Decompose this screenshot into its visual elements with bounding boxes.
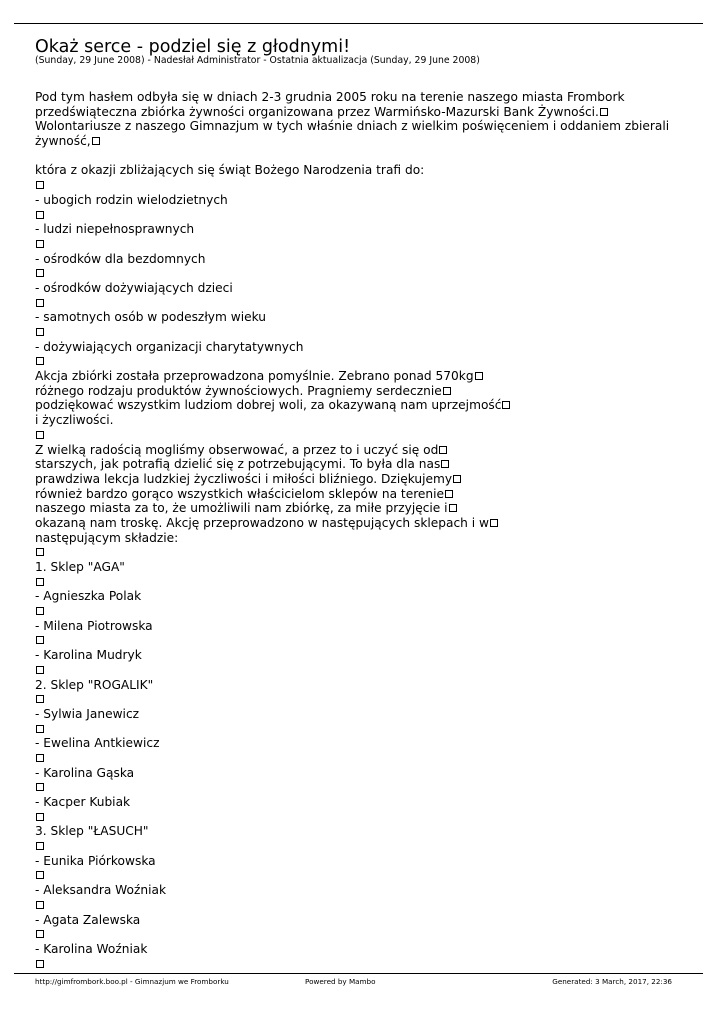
- article-line: [35, 105, 695, 120]
- article-line-text: - Eunika Piórkowska: [35, 853, 156, 868]
- missing-glyph-box-icon: [475, 372, 483, 380]
- missing-glyph-box-icon: [36, 930, 44, 938]
- article-line: [35, 90, 695, 105]
- missing-glyph-box-icon: [36, 328, 44, 336]
- missing-glyph-box-icon: [36, 299, 44, 307]
- article-line: [35, 384, 695, 399]
- article-line-text: - Kacper Kubiak: [35, 795, 131, 809]
- article-line: [35, 178, 695, 193]
- article-line: [35, 692, 695, 707]
- article-line: [35, 751, 695, 766]
- article-line: [35, 560, 695, 575]
- article-line-text: - Agata Zalewska: [35, 912, 141, 927]
- article-line: [35, 736, 695, 751]
- article-line: [35, 134, 695, 149]
- article-line: [35, 839, 695, 854]
- missing-glyph-box-icon: [443, 387, 451, 395]
- missing-glyph-box-icon: [36, 607, 44, 615]
- article-line: [35, 957, 695, 972]
- article-line: [35, 795, 695, 810]
- article-line-text: prawdziwa lekcja ludzkiej życzliwości i miłości bliźniego. Dziękujemy: [35, 471, 453, 486]
- article-line: [35, 810, 695, 825]
- article-line-text: okazaną nam troskę. Akcję przeprowadzono w następujących sklepach i w: [35, 515, 489, 530]
- article-line-text: żywność,: [35, 134, 91, 149]
- article-line: [35, 501, 695, 516]
- article-line: [35, 487, 695, 502]
- article-line-text: i życzliwości.: [35, 413, 114, 428]
- article-line-text: starszych, jak potrafią dzielić się z potrzebującymi. To była dla nas: [35, 457, 441, 472]
- article-line: [35, 428, 695, 443]
- missing-glyph-box-icon: [36, 783, 44, 791]
- missing-glyph-box-icon: [36, 548, 44, 556]
- article-line: [35, 222, 695, 237]
- article-line-text: - Milena Piotrowska: [35, 618, 153, 633]
- article-line: [35, 369, 695, 384]
- missing-glyph-box-icon: [36, 666, 44, 674]
- article-line: [35, 633, 695, 648]
- article-line-text: następującym składzie:: [35, 530, 179, 545]
- article-line-text: naszego miasta za to, że umożliwili nam zbiórkę, za miłe przyjęcie i: [35, 501, 448, 516]
- missing-glyph-box-icon: [441, 460, 449, 468]
- article-line: [35, 310, 695, 325]
- article-line: [35, 237, 695, 252]
- article-body: [35, 90, 695, 971]
- article-line: [35, 443, 695, 458]
- missing-glyph-box-icon: [36, 813, 44, 821]
- article-line: [35, 604, 695, 619]
- bottom-rule: [14, 973, 703, 974]
- article-line: [35, 531, 695, 546]
- article-line: [35, 398, 695, 413]
- article-line: [35, 678, 695, 693]
- article-line: [35, 780, 695, 795]
- missing-glyph-box-icon: [36, 842, 44, 850]
- missing-glyph-box-icon: [490, 519, 498, 527]
- article-line-text: różnego rodzaju produktów żywnościowych. Pragniemy serdecznie: [35, 383, 442, 398]
- footer-site-link[interactable]: http://gimfrombork.boo.pl - Gimnazjum we Fromborku: [35, 977, 229, 986]
- article-line: [35, 325, 695, 340]
- article-line: [35, 722, 695, 737]
- article-line-text: - Sylwia Janewicz: [35, 706, 140, 721]
- article-line: [35, 824, 695, 839]
- article-line: [35, 766, 695, 781]
- article-line: [35, 119, 695, 134]
- article-line-text: - Ewelina Antkiewicz: [35, 736, 160, 751]
- article-line-text: podziękować wszystkim ludziom dobrej woli, za okazywaną nam uprzejmość: [35, 398, 502, 413]
- article-line-text: - Aleksandra Woźniak: [35, 883, 167, 898]
- article-line: [35, 296, 695, 311]
- article-line: [35, 516, 695, 531]
- article-line: [35, 575, 695, 590]
- article-line: [35, 589, 695, 604]
- article-line: [35, 648, 695, 663]
- article-line-text: Z wielką radością mogliśmy obserwować, a przez to i uczyć się od: [35, 442, 439, 457]
- article-line: [35, 163, 695, 178]
- article-line: [35, 472, 695, 487]
- article-line: [35, 854, 695, 869]
- article-line: [35, 927, 695, 942]
- missing-glyph-box-icon: [36, 725, 44, 733]
- article-line: [35, 281, 695, 296]
- article-line: [35, 208, 695, 223]
- article-line-text: Wolontariusze z naszego Gimnazjum w tych właśnie dniach z wielkim poświęceniem i oddaniem zbierali: [35, 119, 670, 134]
- top-rule: [14, 23, 703, 24]
- article-line: [35, 913, 695, 928]
- article-line-text: - dożywiających organizacji charytatywnych: [35, 339, 304, 354]
- missing-glyph-box-icon: [36, 754, 44, 762]
- article-line: [35, 457, 695, 472]
- article-line-text: 1. Sklep "AGA": [35, 560, 125, 574]
- missing-glyph-box-icon: [36, 181, 44, 189]
- missing-glyph-box-icon: [36, 211, 44, 219]
- article-line: [35, 545, 695, 560]
- article-line: [35, 619, 695, 634]
- article-line: [35, 883, 695, 898]
- article-line: [35, 149, 695, 164]
- article-line-text: - ludzi niepełnosprawnych: [35, 222, 195, 237]
- article-line-text: - Karolina Woźniak: [35, 941, 148, 956]
- missing-glyph-box-icon: [36, 431, 44, 439]
- missing-glyph-box-icon: [36, 269, 44, 277]
- missing-glyph-box-icon: [449, 504, 457, 512]
- footer-generated-date: Generated: 3 March, 2017, 22:36: [552, 977, 672, 986]
- article-line-text: - Karolina Mudryk: [35, 648, 142, 663]
- article-line-text: przedświąteczna zbiórka żywności organizowana przez Warmińsko-Mazurski Bank Żywności.: [35, 104, 599, 119]
- article-line-text: która z okazji zbliżających się świąt Bożego Narodzenia trafi do:: [35, 163, 425, 178]
- article-line-text: również bardzo gorąco wszystkich właścicielom sklepów na terenie: [35, 486, 445, 501]
- article-line: [35, 252, 695, 267]
- article-line: [35, 413, 695, 428]
- article-line: [35, 707, 695, 722]
- missing-glyph-box-icon: [36, 636, 44, 644]
- missing-glyph-box-icon: [92, 137, 100, 145]
- missing-glyph-box-icon: [445, 490, 453, 498]
- missing-glyph-box-icon: [600, 108, 608, 116]
- article-line: [35, 340, 695, 355]
- article-line-text: 2. Sklep "ROGALIK": [35, 677, 154, 692]
- article-line-text: - Karolina Gąska: [35, 765, 135, 780]
- article-line-text: Pod tym hasłem odbyła się w dniach 2-3 grudnia 2005 roku na terenie naszego miasta Frombork: [35, 90, 625, 104]
- article-line: [35, 868, 695, 883]
- article-line: [35, 898, 695, 913]
- page-title: Okaż serce - podziel się z głodnymi!: [35, 37, 351, 57]
- missing-glyph-box-icon: [36, 578, 44, 586]
- missing-glyph-box-icon: [36, 695, 44, 703]
- missing-glyph-box-icon: [36, 240, 44, 248]
- article-line: [35, 266, 695, 281]
- article-line-text: - Agnieszka Polak: [35, 589, 142, 604]
- missing-glyph-box-icon: [439, 446, 447, 454]
- missing-glyph-box-icon: [453, 475, 461, 483]
- missing-glyph-box-icon: [36, 901, 44, 909]
- missing-glyph-box-icon: [36, 871, 44, 879]
- article-line-text: - samotnych osób w podeszłym wieku: [35, 310, 267, 325]
- article-line-text: - ośrodków dla bezdomnych: [35, 251, 206, 266]
- article-line-text: 3. Sklep "ŁASUCH": [35, 824, 149, 839]
- article-meta: (Sunday, 29 June 2008) - Nadesłał Administrator - Ostatnia aktualizacja (Sunday, 29 June 2008): [35, 55, 480, 66]
- article-line: [35, 354, 695, 369]
- missing-glyph-box-icon: [502, 401, 510, 409]
- article-line-text: - ubogich rodzin wielodzietnych: [35, 192, 228, 207]
- article-line: [35, 663, 695, 678]
- article-line: [35, 942, 695, 957]
- missing-glyph-box-icon: [36, 960, 44, 968]
- missing-glyph-box-icon: [36, 357, 44, 365]
- article-line-text: - ośrodków dożywiających dzieci: [35, 280, 233, 295]
- article-line-text: Akcja zbiórki została przeprowadzona pomyślnie. Zebrano ponad 570kg: [35, 369, 474, 384]
- article-line: [35, 193, 695, 208]
- footer-powered-by: Powered by Mambo: [305, 977, 376, 986]
